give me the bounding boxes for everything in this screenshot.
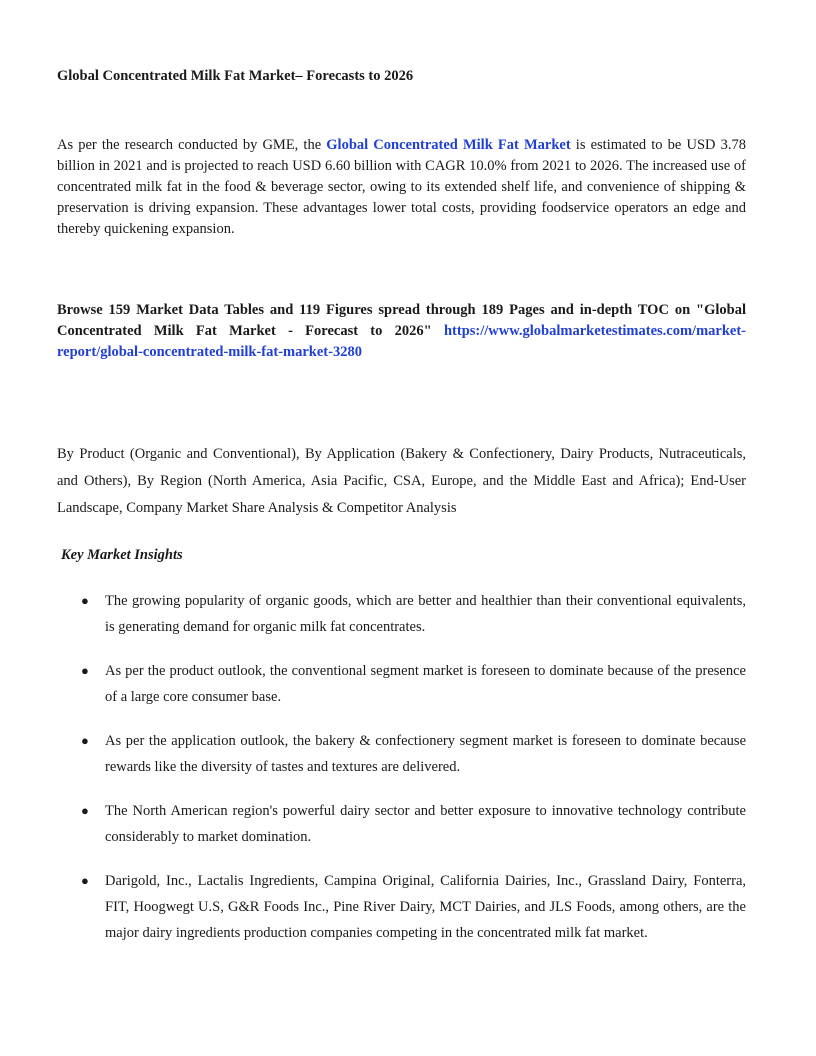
intro-paragraph	[57, 135, 746, 240]
bullet-icon: ●	[81, 873, 89, 888]
insight-text: The growing popularity of organic goods, which are better and healthier than their conventional equivalents, is generating demand for organic milk fat concentrates.	[105, 593, 746, 635]
bullet-icon: ●	[81, 733, 89, 748]
intro-text-after: is estimated to be USD 3.78 billion in 2021 and is projected to reach USD 6.60 billion with CAGR 10.0% from 2021 to 2026. The increased use of concentrated milk fat in the food & beverage sector, owing to its extended shelf life, and convenience of shipping & preservation is driving expansion. These advantages lower total costs, providing foodservice operators an edge and thereby quickening expansion.	[57, 137, 746, 237]
insight-item	[57, 728, 746, 780]
report-url-link[interactable]: https://www.globalmarketestimates.com/market-report/global-concentrated-milk-fat-market-3280	[57, 323, 746, 360]
key-insights-list	[57, 588, 746, 964]
insight-text: As per the application outlook, the bakery & confectionery segment market is foreseen to dominate because rewards like the diversity of tastes and textures are delivered.	[105, 733, 746, 775]
browse-text: Browse 159 Market Data Tables and 119 Figures spread through 189 Pages and in-depth TOC on "Global Concentrated Milk Fat Market - Forecast to 2026"	[57, 302, 746, 339]
insight-text: The North American region's powerful dairy sector and better exposure to innovative technology contribute considerably to market domination.	[105, 803, 746, 845]
insight-text: As per the product outlook, the conventional segment market is foreseen to dominate because of the presence of a large core consumer base.	[105, 663, 746, 705]
key-insights-heading: Key Market Insights	[61, 547, 183, 563]
insight-item	[57, 658, 746, 710]
bullet-icon: ●	[81, 803, 89, 818]
insight-text: Darigold, Inc., Lactalis Ingredients, Campina Original, California Dairies, Inc., Grassland Dairy, Fonterra, FIT, Hoogwegt U.S, G&R Foods Inc., Pine River Dairy, MCT Dairies, and JLS Foods, among others, are the major dairy ingredients production companies competing in the concentrated milk fat market.	[105, 873, 746, 941]
insight-item	[57, 868, 746, 946]
insight-item	[57, 588, 746, 640]
browse-paragraph	[57, 300, 746, 363]
segmentation-paragraph: By Product (Organic and Conventional), By Application (Bakery & Confectionery, Dairy Products, Nutraceuticals, and Others), By Region (North America, Asia Pacific, CSA, Europe, and the Middle East and Africa); End-User Landscape, Company Market Share Analysis & Competitor Analysis	[57, 446, 746, 516]
document-title: Global Concentrated Milk Fat Market– Forecasts to 2026	[57, 68, 414, 84]
insight-item	[57, 798, 746, 850]
bullet-icon: ●	[81, 663, 89, 678]
intro-text-before: As per the research conducted by GME, the	[57, 137, 327, 153]
market-report-link[interactable]: Global Concentrated Milk Fat Market	[326, 137, 571, 153]
bullet-icon: ●	[81, 593, 89, 608]
